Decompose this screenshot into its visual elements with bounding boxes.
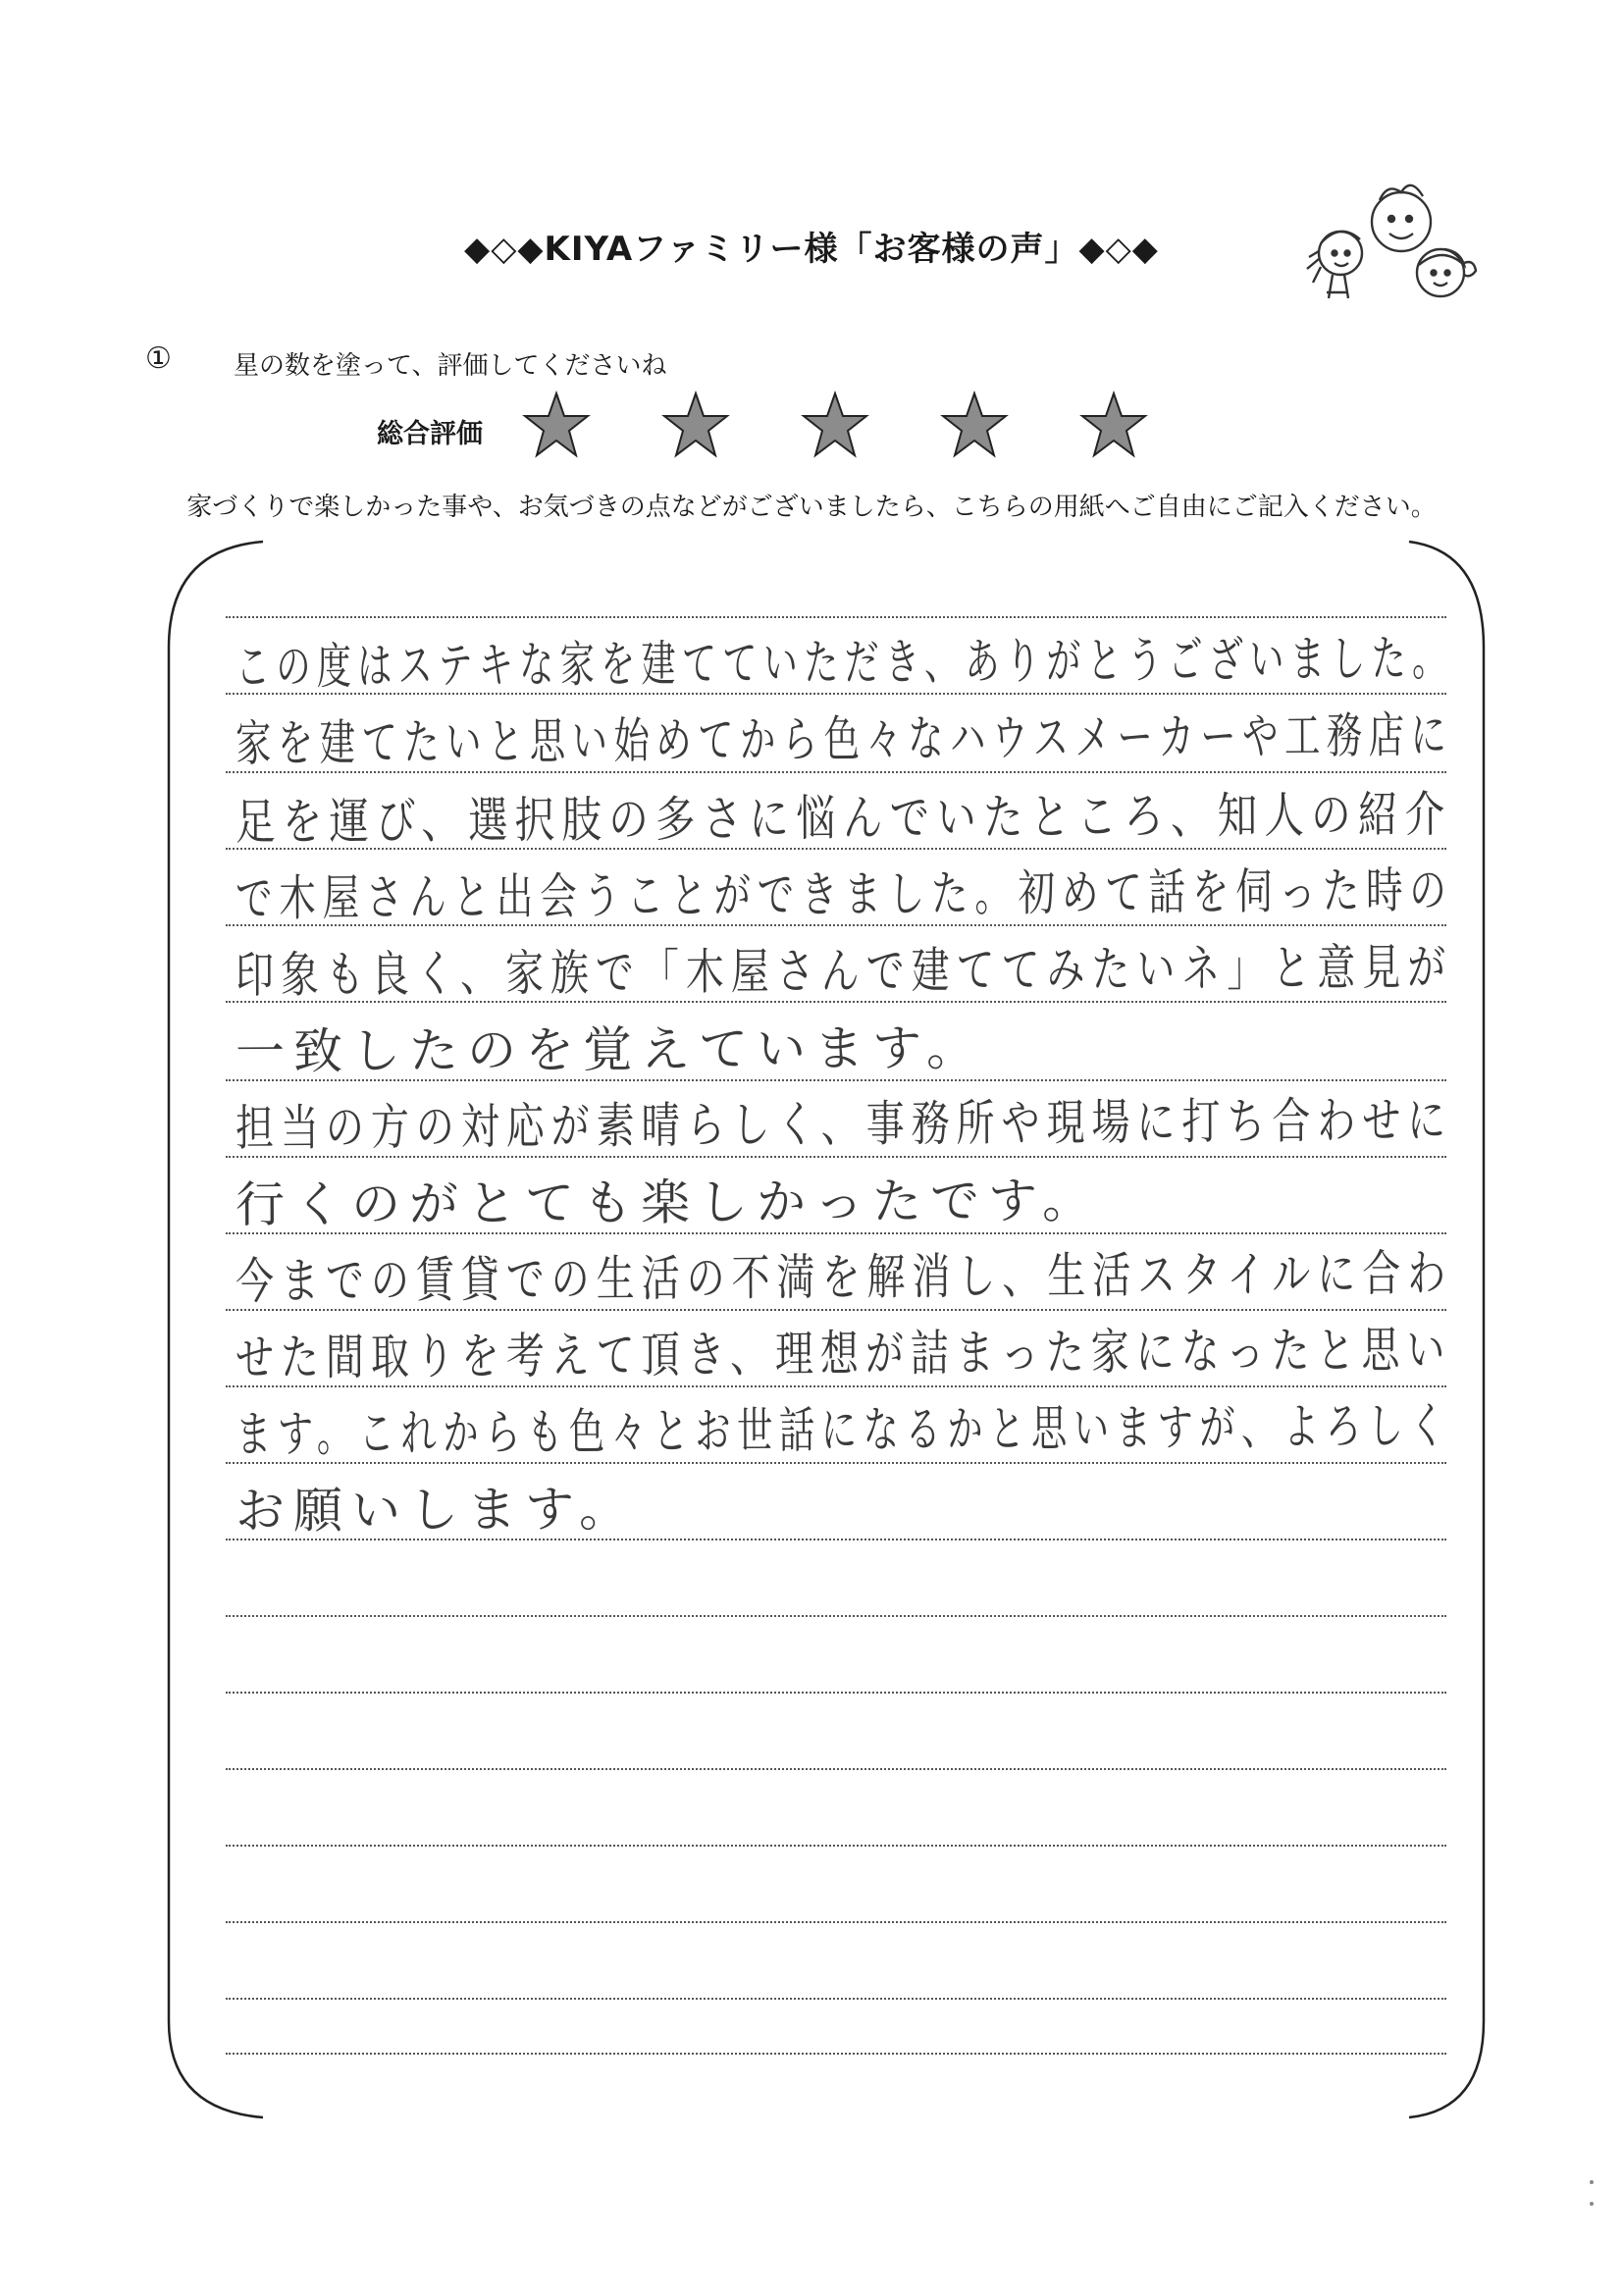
handwritten-line: 印象も良く、家族で「木屋さんで建ててみたいネ」と意見が [235,938,1453,1004]
rating-label: 総合評価 [377,419,483,449]
dotted-line [226,616,1446,618]
handwritten-line: 家を建てたいと思い始めてから色々なハウスメーカーや工務店に [235,706,1453,772]
handwritten-line: 担当の方の対応が素晴らしく、事務所や現場に打ち合わせに [235,1091,1453,1157]
handwritten-line: 一致したのを覚えています。 [235,1019,985,1080]
scan-speck [1590,2180,1594,2184]
dotted-line [226,1615,1446,1617]
scan-speck [1590,2202,1594,2206]
handwritten-line: お願いします。 [235,1480,638,1539]
handwritten-line: せた間取りを考えて頂き、理想が詰まった家になったと思い [235,1321,1452,1386]
dotted-line [226,1768,1446,1770]
dotted-line [226,1692,1446,1694]
dotted-line [226,1998,1446,2000]
dotted-line [226,1921,1446,1923]
handwritten-line: この度はステキな家を建てていただき、ありがとうございました。 [235,629,1453,696]
instruction-text: 家づくりで楽しかった事や、お気づきの点などがございましたら、こちらの用紙へご自由にご記入ください。 [186,493,1437,522]
question-number: ① [145,341,172,376]
handwritten-line: で木屋さんと出会うことができました。初めて話を伺った時の [235,861,1453,927]
page-title: ◆◇◆KIYAファミリー様「お客様の声」◆◇◆ [464,230,1159,269]
handwritten-line: 足を運び、選択肢の多さに悩んでいたところ、知人の紹介 [235,785,1452,851]
handwritten-line: 行くのがとても楽しかったです。 [235,1172,1101,1233]
handwritten-line: ます。これからも色々とお世話になるかと思いますが、よろしく [235,1397,1452,1463]
question-text: 星の数を塗って、評価してくださいね [234,351,667,381]
handwritten-line: 今までの賃貸での生活の不満を解消し、生活スタイルに合わ [235,1244,1453,1310]
dotted-line [226,1845,1446,1847]
dotted-line [226,2053,1446,2055]
